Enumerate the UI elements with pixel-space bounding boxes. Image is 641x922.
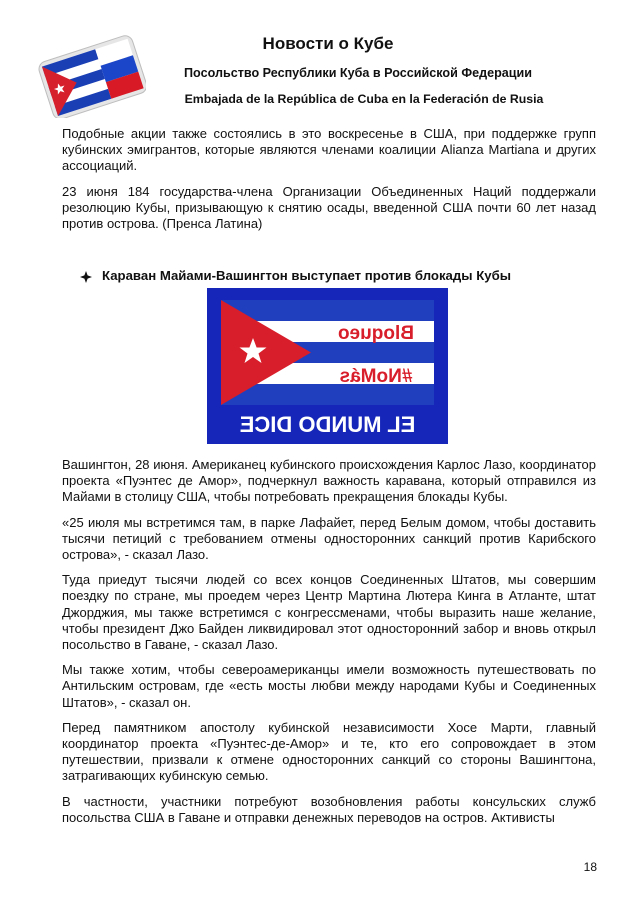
banner-text-bloqueo: Bloqueo — [338, 323, 414, 344]
subtitle-russian: Посольство Республики Куба в Российской Федерации — [184, 66, 532, 80]
intro-text-block — [62, 126, 596, 241]
subtitle-spanish: Embajada de la República de Cuba en la Federación de Rusia — [184, 92, 544, 106]
banner-footer-text: EL MUNDO DICE — [239, 412, 416, 437]
paragraph: Мы также хотим, чтобы североамериканцы имели возможность путешествовать по Антильским островам, где «есть мосты любви между народами Кубы и Соединенных Штатов», - сказал он. — [62, 662, 596, 710]
paragraph: 23 июня 184 государства-члена Организации Объединенных Наций поддержали резолюцию Кубы, призывающую к снятию осады, введенной США почти 60 лет назад против острова. (Пренса Латина) — [62, 183, 596, 232]
paragraph: Вашингтон, 28 июня. Американец кубинского происхождения Карлос Лазо, координатор проекта «Пуэнтес де Амор», подчеркнул важность каравана, который отправился из Майами в столицу США, чтобы потребовать прекращения блокады Кубы. — [62, 457, 596, 505]
diamond-bullet-icon — [80, 270, 92, 282]
article-body — [62, 457, 596, 835]
paragraph: Подобные акции также состоялись в это воскресенье в США, при поддержке групп кубинских эмигрантов, которые являются членами коалиции Alianza Martiana и других ассоциаций. — [62, 126, 596, 174]
header-flags-logo — [34, 26, 146, 118]
paragraph: В частности, участники потребуют возобновления работы консульских служб посольства США в Гаване и отправки денежных переводов на остров. Активисты — [62, 793, 596, 825]
paragraph: Туда приедут тысячи людей со всех концов Соединенных Штатов, мы совершим поездку по стране, мы проедем через Центр Мартина Лютера Кинга в Атланте, штат Джорджия, мы также встретимся с конгрессменами, чтобы выразить наше желание, чтобы президент Джо Байден ликвидировал этот односторонний забор и вновь открыл посольство в Гаване, - сказал Лазо. — [62, 572, 596, 653]
article-heading-row — [80, 268, 511, 283]
page-title: Новости о Кубе — [262, 34, 394, 53]
paragraph: «25 июля мы встретимся там, в парке Лафайет, перед Белым домом, чтобы доставить тысячи петиций с требованием отмены односторонних санкций против Карибского острова», - сказал Лазо. — [62, 514, 596, 563]
page-number: 18 — [583, 860, 597, 874]
paragraph: Перед памятником апостолу кубинской независимости Хосе Марти, главный координатор проекта «Пуэнтес-де-Амор» и те, кто его сопровождает в этом путешествии, призвали к отмене односторонних санкций со стороны Вашингтона, затрагивающих кубинскую семью. — [62, 719, 596, 784]
article-heading: Караван Майами-Вашингтон выступает против блокады Кубы — [102, 268, 511, 283]
article-banner-image — [207, 288, 448, 444]
banner-text-nomas: #NoMás — [339, 366, 413, 387]
